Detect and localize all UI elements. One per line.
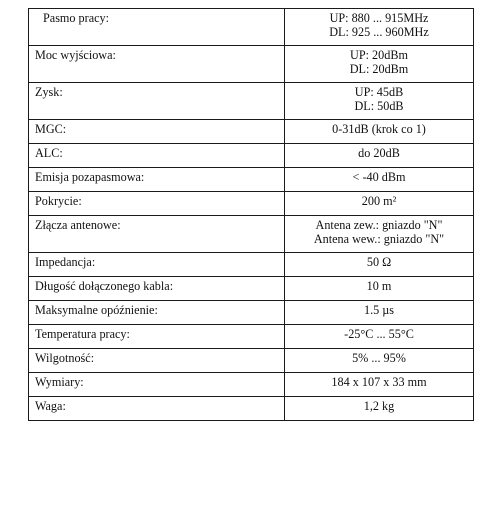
spec-value-line: UP: 45dB bbox=[354, 85, 404, 99]
spec-value bbox=[285, 397, 474, 421]
spec-value bbox=[285, 277, 474, 301]
spec-label bbox=[29, 277, 285, 301]
spec-label bbox=[29, 373, 285, 397]
table-row bbox=[29, 168, 474, 192]
spec-value bbox=[285, 253, 474, 277]
spec-value bbox=[285, 325, 474, 349]
table-row bbox=[29, 120, 474, 144]
spec-label-text: ALC: bbox=[35, 146, 63, 160]
spec-label-text: Wymiary: bbox=[35, 375, 84, 389]
table-row bbox=[29, 349, 474, 373]
spec-value-line: 50 Ω bbox=[366, 255, 392, 269]
spec-label bbox=[29, 168, 285, 192]
spec-label-text: Moc wyjściowa: bbox=[35, 48, 116, 62]
spec-value-line: 1,2 kg bbox=[363, 399, 395, 413]
spec-value bbox=[285, 192, 474, 216]
spec-value-line: UP: 20dBm bbox=[350, 48, 408, 62]
table-row bbox=[29, 373, 474, 397]
spec-value-line: < -40 dBm bbox=[352, 170, 406, 184]
spec-value-line: Antena wew.: gniazdo "N" bbox=[313, 232, 445, 246]
spec-label-text: MGC: bbox=[35, 122, 67, 136]
table-row bbox=[29, 9, 474, 46]
spec-value-line: 1.5 µs bbox=[363, 303, 395, 317]
spec-value bbox=[285, 144, 474, 168]
spec-label bbox=[29, 253, 285, 277]
table-row bbox=[29, 144, 474, 168]
spec-value bbox=[285, 349, 474, 373]
spec-label-text: Wilgotność: bbox=[35, 351, 95, 365]
spec-label bbox=[29, 46, 285, 83]
spec-label bbox=[29, 349, 285, 373]
table-row bbox=[29, 192, 474, 216]
spec-value bbox=[285, 168, 474, 192]
spec-label bbox=[29, 325, 285, 349]
spec-label-text: Złącza antenowe: bbox=[35, 218, 121, 232]
table-row bbox=[29, 277, 474, 301]
spec-value-line: 184 x 107 x 33 mm bbox=[331, 375, 427, 389]
spec-value-line: DL: 925 ... 960MHz bbox=[329, 25, 429, 39]
spec-value-line: 200 m² bbox=[361, 194, 397, 208]
spec-label bbox=[29, 216, 285, 253]
spec-label-text: Waga: bbox=[35, 399, 66, 413]
spec-label bbox=[29, 9, 285, 46]
spec-value bbox=[285, 120, 474, 144]
spec-value-line: -25°C ... 55°C bbox=[344, 327, 414, 341]
spec-label bbox=[29, 301, 285, 325]
spec-label-text: Emisja pozapasmowa: bbox=[35, 170, 145, 184]
spec-value bbox=[285, 373, 474, 397]
spec-label bbox=[29, 192, 285, 216]
spec-value-line: Antena zew.: gniazdo "N" bbox=[315, 218, 443, 232]
spec-value-line: 5% ... 95% bbox=[352, 351, 406, 365]
spec-label-text: Pokrycie: bbox=[35, 194, 82, 208]
spec-value-line: 10 m bbox=[366, 279, 392, 293]
spec-value-line: do 20dB bbox=[358, 146, 400, 160]
table-row bbox=[29, 301, 474, 325]
spec-label-text: Długość dołączonego kabla: bbox=[35, 279, 174, 293]
spec-value-line: DL: 20dBm bbox=[349, 62, 409, 76]
spec-label-text: Impedancja: bbox=[35, 255, 96, 269]
spec-label bbox=[29, 120, 285, 144]
spec-value bbox=[285, 9, 474, 46]
table-row bbox=[29, 325, 474, 349]
specification-table bbox=[28, 8, 474, 421]
spec-value-line: 0-31dB (krok co 1) bbox=[332, 122, 426, 136]
spec-label-text: Pasmo pracy: bbox=[43, 11, 110, 25]
spec-value-line: UP: 880 ... 915MHz bbox=[329, 11, 429, 25]
spec-value bbox=[285, 83, 474, 120]
spec-label-text: Maksymalne opóźnienie: bbox=[35, 303, 158, 317]
table-row bbox=[29, 397, 474, 421]
spec-label bbox=[29, 144, 285, 168]
spec-label bbox=[29, 83, 285, 120]
table-row bbox=[29, 216, 474, 253]
table-row bbox=[29, 253, 474, 277]
table-row bbox=[29, 83, 474, 120]
spec-value bbox=[285, 301, 474, 325]
spec-label bbox=[29, 397, 285, 421]
spec-value bbox=[285, 46, 474, 83]
spec-label-text: Zysk: bbox=[35, 85, 63, 99]
spec-value-line: DL: 50dB bbox=[354, 99, 404, 113]
spec-value bbox=[285, 216, 474, 253]
table-row bbox=[29, 46, 474, 83]
spec-label-text: Temperatura pracy: bbox=[35, 327, 130, 341]
